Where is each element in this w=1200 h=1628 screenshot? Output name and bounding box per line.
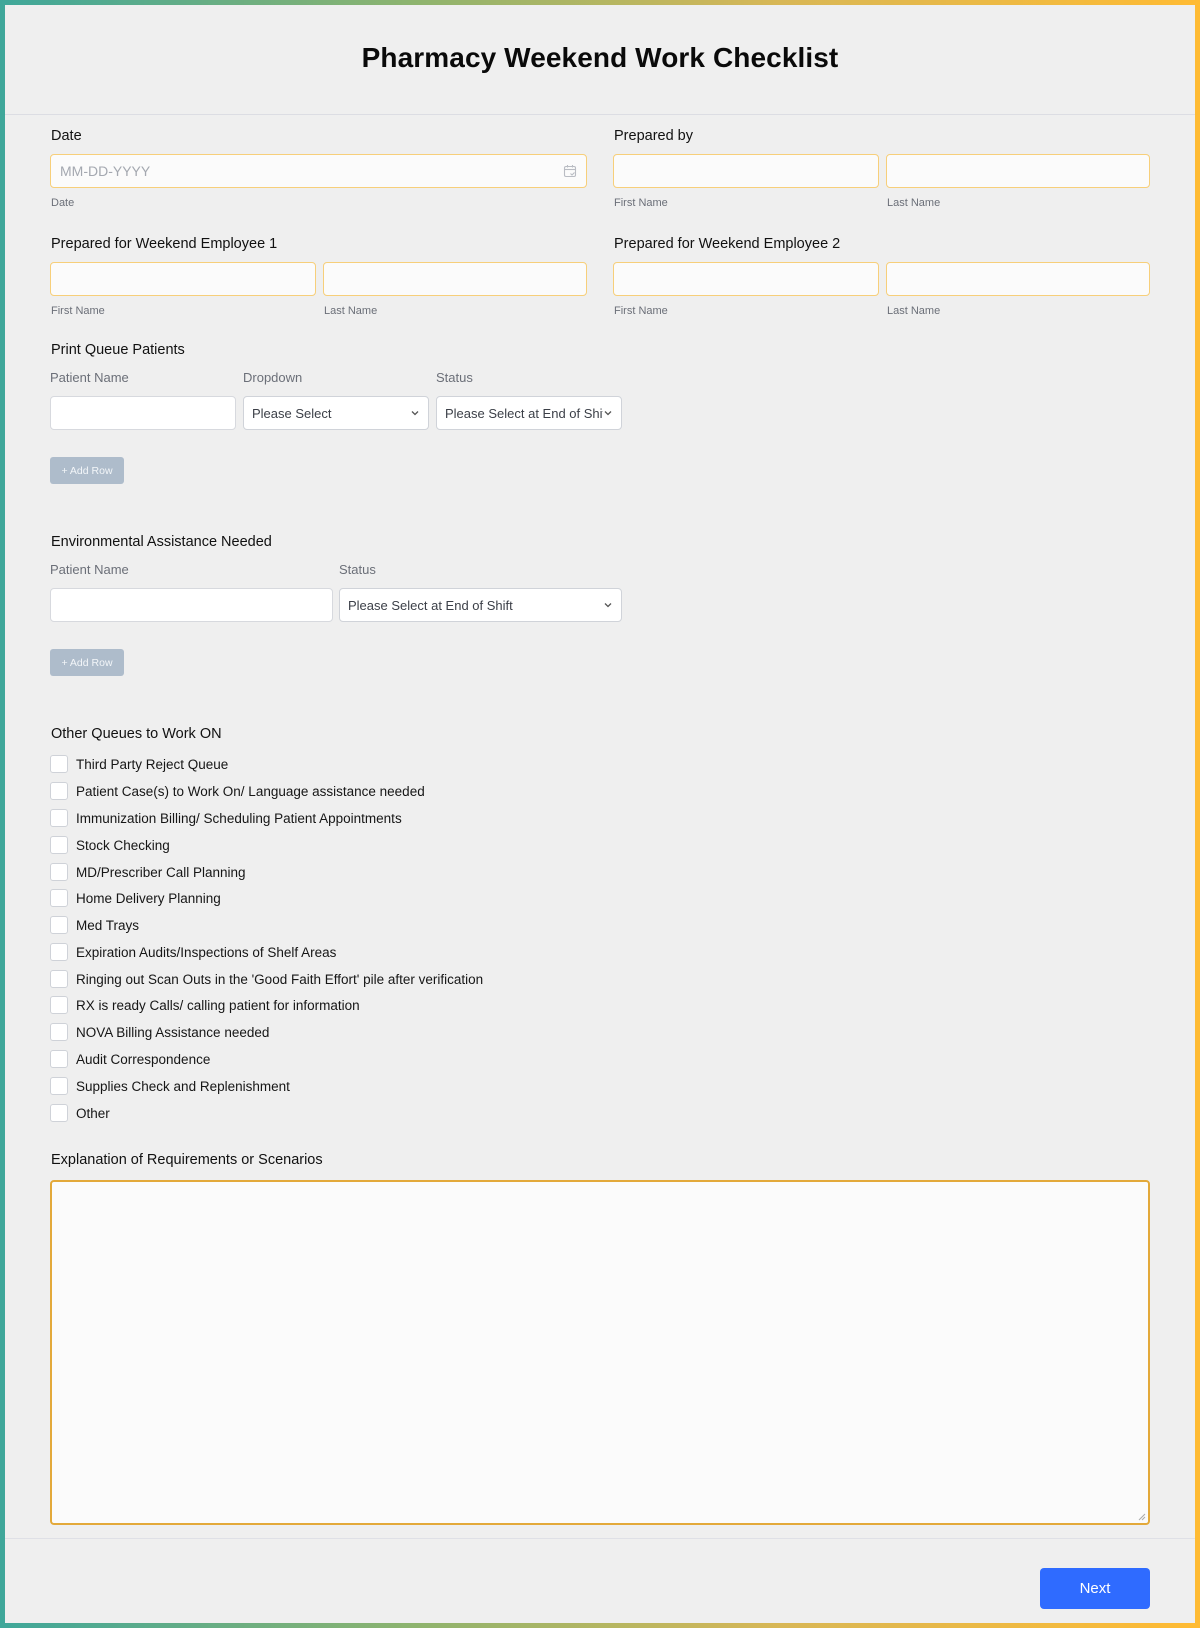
checkbox-item[interactable] bbox=[50, 916, 139, 934]
employee1-first-name-sublabel: First Name bbox=[51, 305, 105, 317]
checkbox-label: Ringing out Scan Outs in the 'Good Faith Effort' pile after verification bbox=[76, 971, 484, 987]
checkbox-item[interactable] bbox=[50, 782, 425, 800]
prepared-by-first-name-sublabel: First Name bbox=[614, 197, 668, 209]
checkbox-label: Supplies Check and Replenishment bbox=[76, 1078, 290, 1094]
checkbox-item[interactable] bbox=[50, 1050, 210, 1068]
resize-handle-icon[interactable] bbox=[1138, 1513, 1146, 1521]
checkbox[interactable] bbox=[50, 782, 68, 800]
environmental-patient-name-input[interactable] bbox=[50, 588, 333, 622]
checkbox-label: Stock Checking bbox=[76, 837, 170, 853]
other-queues-label: Other Queues to Work ON bbox=[51, 726, 222, 742]
checkbox-item[interactable] bbox=[50, 943, 336, 961]
date-input[interactable] bbox=[50, 154, 587, 188]
next-button[interactable]: Next bbox=[1040, 1568, 1150, 1609]
print-queue-dropdown-select[interactable] bbox=[243, 396, 429, 430]
checkbox[interactable] bbox=[50, 996, 68, 1014]
checkbox-label: Patient Case(s) to Work On/ Language assistance needed bbox=[76, 783, 425, 799]
checkbox-item[interactable] bbox=[50, 889, 221, 907]
print-queue-col-dropdown: Dropdown bbox=[243, 370, 303, 385]
employee1-first-name-input[interactable] bbox=[50, 262, 316, 296]
checkbox[interactable] bbox=[50, 863, 68, 881]
checkbox-label: Other bbox=[76, 1105, 110, 1121]
date-sublabel: Date bbox=[51, 197, 75, 209]
checkbox[interactable] bbox=[50, 889, 68, 907]
environmental-status-value: Please Select at End of Shift bbox=[348, 598, 513, 613]
prepared-by-last-name-input[interactable] bbox=[886, 154, 1150, 188]
checkbox-item[interactable] bbox=[50, 1023, 269, 1041]
print-queue-status-select[interactable] bbox=[436, 396, 622, 430]
employee2-first-name-sublabel: First Name bbox=[614, 305, 668, 317]
checkbox-label: Third Party Reject Queue bbox=[76, 756, 229, 772]
checkbox-label: NOVA Billing Assistance needed bbox=[76, 1024, 270, 1040]
print-queue-label: Print Queue Patients bbox=[51, 342, 185, 358]
prepared-by-last-name-sublabel: Last Name bbox=[887, 197, 941, 209]
employee2-last-name-input[interactable] bbox=[886, 262, 1150, 296]
environmental-col-patient-name: Patient Name bbox=[50, 562, 129, 577]
checkbox-item[interactable] bbox=[50, 1104, 110, 1122]
checkbox[interactable] bbox=[50, 1023, 68, 1041]
checkbox[interactable] bbox=[50, 1050, 68, 1068]
print-queue-add-row-button[interactable]: + Add Row bbox=[50, 457, 124, 484]
print-queue-patient-name-input[interactable] bbox=[50, 396, 236, 430]
print-queue-col-status: Status bbox=[436, 370, 473, 385]
checkbox-item[interactable] bbox=[50, 1077, 290, 1095]
checkbox[interactable] bbox=[50, 970, 68, 988]
employee1-last-name-sublabel: Last Name bbox=[324, 305, 378, 317]
checkbox-item[interactable] bbox=[50, 755, 228, 773]
form-header bbox=[5, 5, 1195, 115]
checkbox[interactable] bbox=[50, 1104, 68, 1122]
explanation-textarea[interactable] bbox=[50, 1180, 1150, 1525]
checkbox-label: Home Delivery Planning bbox=[76, 890, 221, 906]
checkbox[interactable] bbox=[50, 943, 68, 961]
chevron-down-icon bbox=[410, 408, 420, 418]
form-container bbox=[5, 5, 1195, 1623]
footer-divider bbox=[5, 1538, 1195, 1539]
checkbox[interactable] bbox=[50, 1077, 68, 1095]
employee1-last-name-input[interactable] bbox=[323, 262, 587, 296]
print-queue-col-patient-name: Patient Name bbox=[50, 370, 129, 385]
chevron-down-icon bbox=[603, 408, 613, 418]
calendar-icon[interactable] bbox=[563, 164, 577, 178]
checkbox-label: Expiration Audits/Inspections of Shelf Areas bbox=[76, 944, 337, 960]
employee2-first-name-input[interactable] bbox=[613, 262, 879, 296]
environmental-col-status: Status bbox=[339, 562, 376, 577]
explanation-label: Explanation of Requirements or Scenarios bbox=[51, 1152, 323, 1168]
environmental-status-select[interactable] bbox=[339, 588, 622, 622]
checkbox[interactable] bbox=[50, 755, 68, 773]
employee2-last-name-sublabel: Last Name bbox=[887, 305, 941, 317]
chevron-down-icon bbox=[603, 600, 613, 610]
print-queue-status-value: Please Select at End of Shift bbox=[445, 406, 610, 421]
print-queue-dropdown-value: Please Select bbox=[252, 406, 332, 421]
employee1-label: Prepared for Weekend Employee 1 bbox=[51, 236, 278, 252]
environmental-add-row-button[interactable]: + Add Row bbox=[50, 649, 124, 676]
checkbox[interactable] bbox=[50, 916, 68, 934]
checkbox[interactable] bbox=[50, 809, 68, 827]
checkbox-item[interactable] bbox=[50, 836, 170, 854]
prepared-by-label: Prepared by bbox=[614, 128, 693, 144]
prepared-by-first-name-input[interactable] bbox=[613, 154, 879, 188]
checkbox-item[interactable] bbox=[50, 970, 483, 988]
checkbox-label: Immunization Billing/ Scheduling Patient Appointments bbox=[76, 810, 402, 826]
environmental-label: Environmental Assistance Needed bbox=[51, 534, 272, 550]
checkbox-label: Med Trays bbox=[76, 917, 140, 933]
checkbox-label: Audit Correspondence bbox=[76, 1051, 211, 1067]
checkbox-item[interactable] bbox=[50, 863, 246, 881]
checkbox-item[interactable] bbox=[50, 996, 360, 1014]
page-title: Pharmacy Weekend Work Checklist bbox=[361, 41, 839, 73]
employee2-label: Prepared for Weekend Employee 2 bbox=[614, 236, 841, 252]
date-placeholder: MM-DD-YYYY bbox=[60, 163, 151, 179]
checkbox[interactable] bbox=[50, 836, 68, 854]
date-label: Date bbox=[51, 128, 82, 144]
checkbox-label: RX is ready Calls/ calling patient for information bbox=[76, 997, 360, 1013]
checkbox-label: MD/Prescriber Call Planning bbox=[76, 864, 246, 880]
checkbox-item[interactable] bbox=[50, 809, 402, 827]
